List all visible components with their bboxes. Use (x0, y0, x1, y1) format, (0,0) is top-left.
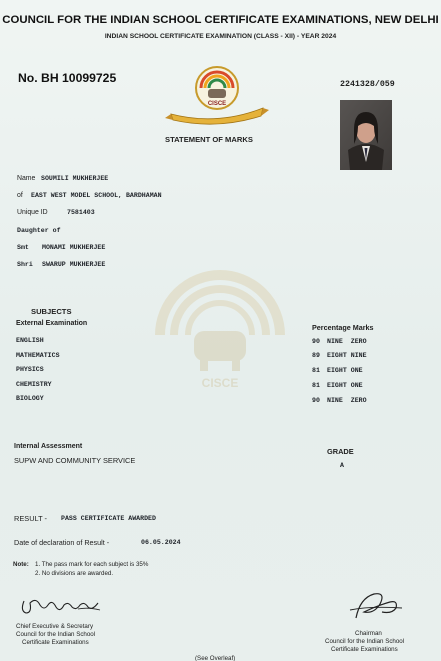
declaration-date: 06.05.2024 (141, 539, 181, 546)
external-exam-label: External Examination (16, 320, 88, 327)
marks-physics: 81 (312, 367, 320, 374)
note-line-1: 1. The pass mark for each subject is 35% (35, 561, 149, 568)
subject-row-english: ENGLISH (16, 337, 44, 344)
subject-row-biology: BIOLOGY (16, 395, 44, 402)
father-prefix: Shri (17, 261, 33, 268)
chairman-council-line-2: Certificate Examinations (331, 646, 398, 653)
secretary-council-line: Council for the Indian School (16, 631, 96, 638)
secretary-council-line-2: Certificate Examinations (22, 639, 89, 646)
declaration-date-label: Date of declaration of Result - (14, 538, 110, 547)
school-name: EAST WEST MODEL SCHOOL, BARDHAMAN (31, 192, 162, 199)
note-label: Note: (13, 561, 29, 568)
reference-code: 2241328/059 (340, 80, 395, 89)
note-line-2: 2. No divisions are awarded. (35, 570, 114, 577)
unique-id-label: Unique ID (17, 209, 48, 216)
subject-row-chemistry: CHEMISTRY (16, 381, 52, 388)
father-name: SWARUP MUKHERJEE (42, 261, 106, 268)
grade-value: A (340, 462, 344, 469)
of-label: of (17, 192, 23, 199)
subject-row-mathematics: MATHEMATICS (16, 352, 60, 359)
see-overleaf: (See Overleaf) (195, 655, 236, 661)
marks-mathematics: 89 (312, 352, 320, 359)
mother-name: MONAMI MUKHERJEE (42, 244, 106, 251)
student-photo (340, 100, 392, 170)
marks-words-physics: EIGHT ONE (327, 367, 363, 374)
secretary-signature (18, 593, 108, 619)
council-title: COUNCIL FOR THE INDIAN SCHOOL CERTIFICATE EXAMINATIONS, NEW DELHI (2, 14, 439, 26)
cisce-logo (163, 64, 271, 126)
marks-words-biology: NINE ZERO (327, 397, 367, 404)
statement-of-marks: STATEMENT OF MARKS (165, 135, 253, 144)
marks-words-mathematics: EIGHT NINE (327, 352, 367, 359)
grade-heading: GRADE (327, 447, 354, 456)
internal-assessment-label: Internal Assessment (14, 443, 83, 450)
name-label: Name (17, 175, 36, 182)
chairman-signature (346, 588, 406, 624)
marks-chemistry: 81 (312, 382, 320, 389)
marks-words-chemistry: EIGHT ONE (327, 382, 363, 389)
cisce-watermark (150, 265, 290, 395)
marks-words-english: NINE ZERO (327, 338, 367, 345)
serial-number: No. BH 10099725 (18, 71, 117, 85)
svg-text:CISCE: CISCE (201, 376, 239, 390)
result-label: RESULT - (14, 514, 47, 523)
unique-id: 7581403 (67, 209, 95, 216)
marks-biology: 90 (312, 397, 320, 404)
mother-prefix: Smt (17, 244, 29, 251)
logo-text: CISCE (207, 101, 227, 107)
subject-row-physics: PHYSICS (16, 366, 44, 373)
supw-subject: SUPW AND COMMUNITY SERVICE (14, 456, 136, 465)
subjects-heading: SUBJECTS (31, 307, 72, 316)
exam-subtitle: INDIAN SCHOOL CERTIFICATE EXAMINATION (CLASS - XII) - YEAR 2024 (104, 33, 337, 40)
result-value: PASS CERTIFICATE AWARDED (61, 515, 156, 522)
secretary-title: Chief Executive & Secretary (16, 623, 94, 630)
daughter-of-label: Daughter of (17, 227, 61, 234)
chairman-title: Chairman (355, 630, 382, 637)
marks-english: 90 (312, 338, 320, 345)
percentage-marks-heading: Percentage Marks (312, 323, 374, 332)
student-name: SOUMILI MUKHERJEE (41, 175, 109, 182)
chairman-council-line: Council for the Indian School (325, 638, 405, 645)
